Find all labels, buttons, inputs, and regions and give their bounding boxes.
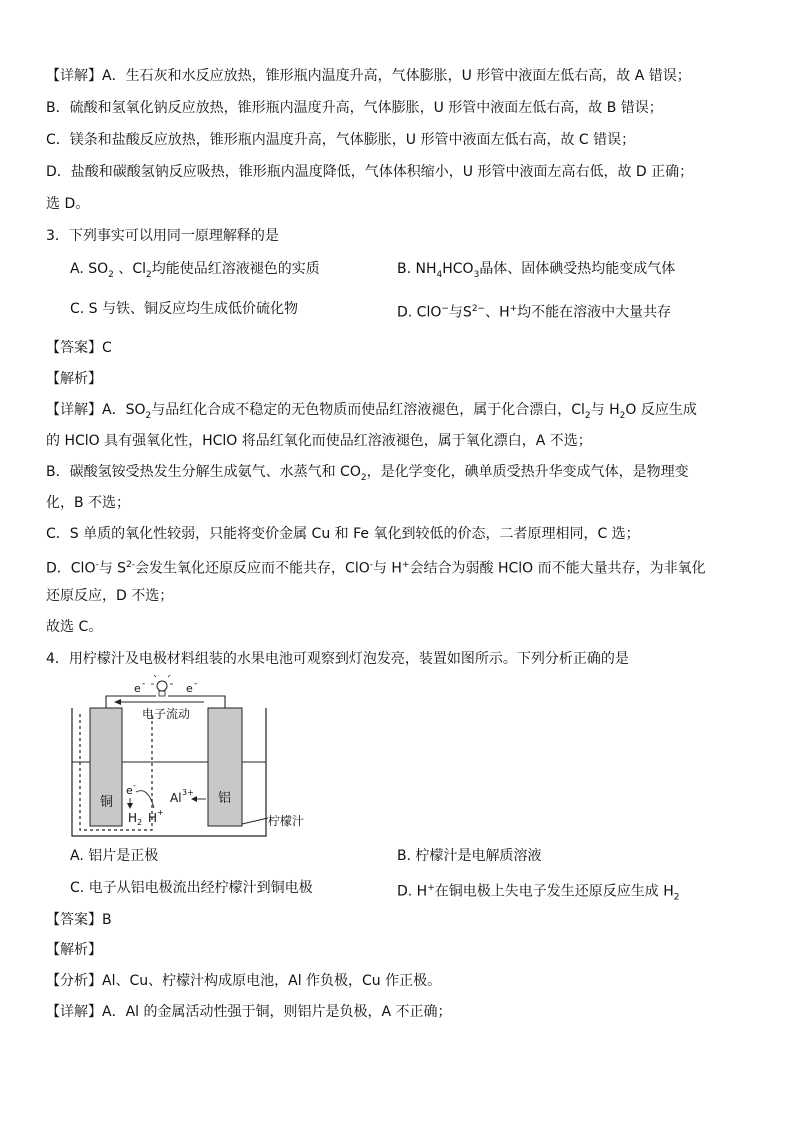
- al-ion-label: Al: [170, 791, 182, 805]
- q4-detail-line: 【详解】A．Al 的金属活动性强于铜，则铝片是负极，A 不正确；: [46, 1004, 452, 1020]
- q3-detail-line: 还原反应，D 不选；: [46, 588, 174, 604]
- fruit-battery-diagram: [70, 674, 360, 844]
- electron-flow-label: 电子流动: [142, 707, 191, 721]
- curved-arrow: [136, 791, 154, 808]
- q4-option-b: B. 柠檬汁是电解质溶液: [397, 848, 542, 864]
- copper-label: 铜: [100, 795, 114, 810]
- arrowhead-icon: [127, 803, 133, 809]
- q3-detail-line: C．S 单质的氧化性较弱，只能将变价金属 Cu 和 Fe 氧化到较低的价态，二者原理相同，C 选；: [46, 526, 640, 542]
- h2-label: H: [128, 811, 138, 825]
- aluminum-label: 铝: [218, 791, 232, 806]
- lemon-leader-line: [242, 818, 268, 824]
- al-ion-charge: 3+: [182, 788, 194, 797]
- hplus-label: H: [148, 811, 158, 825]
- q4-option-c: C. 电子从铝电极流出经柠檬汁到铜电极: [70, 880, 313, 896]
- q3-option-a: A. $SO_2$ 、$Cl_2$均能使品红溶液褪色的实质: [70, 261, 320, 280]
- electron-label-left: e: [134, 682, 141, 695]
- q3-detail-line: D．ClO-与 $S^{2-}$会发生氧化还原反应而不能共存，ClO-与 H+会结合为弱酸 HClO 而不能大量共存，为非氧化: [46, 560, 706, 577]
- question-4-stem: 4．用柠檬汁及电极材料组装的水果电池可观察到灯泡发亮，装置如图所示。下列分析正确的是: [46, 651, 629, 667]
- q4-fenxi: 【分析】Al、Cu、柠檬汁构成原电池，Al 作负极，Cu 作正极。: [46, 973, 442, 989]
- bulb-icon: [151, 674, 173, 696]
- electron-sign-right: -: [194, 679, 198, 689]
- q4-option-d: D. H+在铜电极上失电子发生还原反应生成 $H_2$: [397, 883, 680, 903]
- q3-conclusion: 故选 C。: [46, 619, 103, 635]
- aluminum-electrode: [208, 708, 242, 826]
- lemon-juice-label: 柠檬汁: [268, 814, 305, 828]
- q3-detail-line: 的 HClO 具有强氧化性，HClO 将品红氧化而使品红溶液褪色，属于氧化漂白，A 不选；: [46, 433, 592, 449]
- q3-detail-line: 化，B 不选；: [46, 495, 131, 511]
- q3-option-c: C. S 与铁、铜反应均生成低价硫化物: [70, 301, 299, 317]
- q3-answer: 【答案】C: [46, 340, 112, 356]
- q3-analysis-label: 【解析】: [46, 371, 102, 387]
- arrowhead-icon: [114, 699, 121, 705]
- electron-sign-left: -: [142, 679, 146, 689]
- q4-analysis-label: 【解析】: [46, 942, 102, 958]
- conclusion-line: 选 D。: [46, 196, 90, 212]
- electron-label-right: e: [186, 682, 193, 695]
- q3-option-b: B. $NH_4HCO_3$晶体、固体碘受热均能变成气体: [397, 261, 676, 280]
- h2-subscript: 2: [137, 818, 143, 827]
- q3-option-d: D. ClO−与$S^{2-}$、H+均不能在溶液中大量共存: [397, 304, 672, 321]
- q3-detail-line: 【详解】A．$SO_2$与品红化合成不稳定的无色物质而使品红溶液褪色，属于化合漂白，$Cl_2$与 $H_2O$ 反应生成: [46, 402, 697, 421]
- electron-small-sign: -: [133, 781, 136, 790]
- detail-line: 【详解】A．生石灰和水反应放热，锥形瓶内温度升高，气体膨胀，U 形管中液面左低右高，故 A 错误；: [46, 68, 691, 84]
- q3-detail-line: B．碳酸氢铵受热发生分解生成氨气、水蒸气和 $CO_2$，是化学变化，碘单质受热升华变成气体，是物理变: [46, 464, 689, 483]
- hplus-sign: +: [157, 808, 164, 817]
- detail-line: B．硫酸和氢氧化钠反应放热，锥形瓶内温度升高，气体膨胀，U 形管中液面左低右高，故 B 错误；: [46, 100, 663, 116]
- detail-line: D．盐酸和碳酸氢钠反应吸热，锥形瓶内温度降低，气体体积缩小，U 形管中液面左高右低，故 D 正确；: [46, 164, 694, 180]
- q4-answer: 【答案】B: [46, 912, 112, 928]
- question-3-stem: 3．下列事实可以用同一原理解释的是: [46, 228, 279, 244]
- q4-option-a: A. 铝片是正极: [70, 848, 159, 864]
- detail-line: C．镁条和盐酸反应放热，锥形瓶内温度升高，气体膨胀，U 形管中液面左低右高，故 C 错误；: [46, 132, 636, 148]
- electron-small: e: [126, 784, 133, 797]
